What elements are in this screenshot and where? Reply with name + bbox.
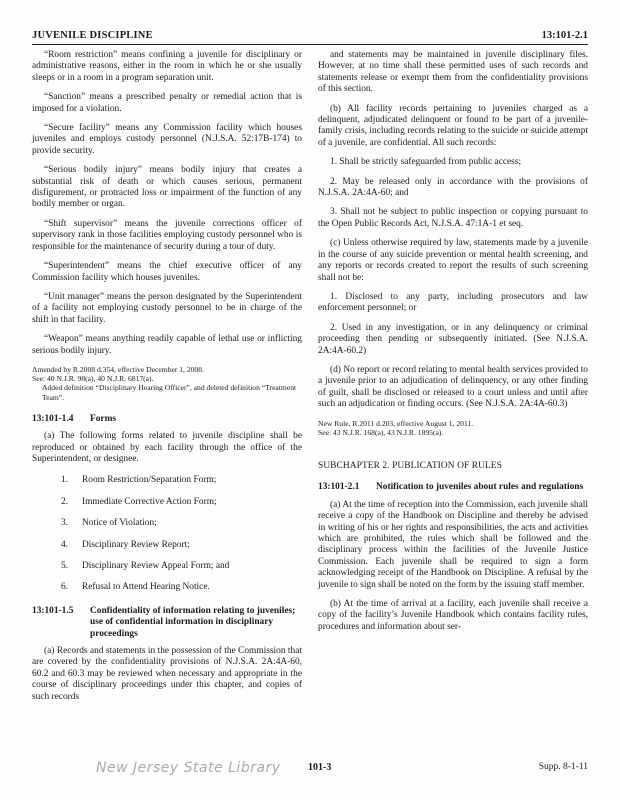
list-item-text: Disciplinary Review Appeal Form; and — [82, 561, 230, 571]
right-column — [318, 50, 588, 641]
forms-intro-paragraph: (a) The following forms related to juvenile discipline shall be reproduced or obtained by each facility through the office of the Superintendent, or designee. — [32, 431, 302, 464]
confidentiality-paragraph-b: (b) All facility records pertaining to juveniles charged as a delinquent, adjudicated delinquent or found to be part of a juvenile-family crisis, including records relating to the suicide or suicide attempt of a juvenile, are confidential. All such records: — [318, 103, 588, 148]
history-note-line: See: 43 N.J.R. 168(a), 43 N.J.R. 1895(a). — [318, 427, 444, 437]
section-title: Forms — [90, 413, 117, 424]
history-note — [318, 419, 588, 437]
library-watermark: New Jersey State Library — [96, 760, 281, 776]
section-number: 13:101-1.5 — [32, 605, 74, 616]
history-note-line: Added definition “Disciplinary Hearing Officer”, and deleted definition “Treatment Team”. — [42, 383, 297, 402]
section-title: Confidentiality of information relating to juveniles; use of confidential information in disciplinary proceedings — [90, 605, 296, 639]
supplement-date: Supp. 8-1-11 — [538, 762, 588, 772]
list-item-text: Refusal to Attend Hearing Notice. — [82, 582, 210, 593]
notification-paragraph-b: (b) At the time of arrival at a facility, each juvenile shall receive a copy of the facility’s Juvenile Handbook which contains facility rules, procedures and information about ser- — [318, 599, 588, 632]
history-note-line: Amended by R.2008 d.354, effective December 1, 2008. — [32, 364, 204, 374]
definition-superintendent: “Superintendent” means the chief executive officer of any Commission facility which houses juveniles. — [32, 261, 302, 283]
history-note — [32, 365, 302, 402]
list-item: 2. May be released only in accordance with the provisions of N.J.S.A. 2A:4A-60; and — [318, 176, 588, 199]
paragraph-b-list — [318, 157, 588, 230]
list-item: 2. Used in any investigation, or in any delinquency or criminal proceeding then pending or subsequently initiated. (See N.J.S.A. 2A:4A-60.2) — [318, 322, 588, 356]
list-item-text: Disciplinary Review Report; — [82, 539, 190, 550]
paragraph-c-list — [318, 292, 588, 357]
list-item — [32, 475, 302, 486]
definition-room-restriction: “Room restriction” means confining a juvenile for disciplinary or administrative reasons, either in the room in which he or she usually sleeps or in a room in a program separation unit. — [32, 50, 302, 83]
list-item — [32, 561, 302, 572]
list-item-text: Immediate Corrective Action Form; — [82, 496, 217, 507]
definition-sanction: “Sanction” means a prescribed penalty or remedial action that is imposed for a violation. — [32, 92, 302, 114]
header-title: JUVENILE DISCIPLINE — [32, 30, 153, 41]
list-item-number: 1. — [60, 475, 68, 486]
list-item-text: Notice of Violation; — [82, 518, 157, 529]
subchapter-heading: SUBCHAPTER 2. PUBLICATION OF RULES — [318, 460, 502, 471]
section-title: Notification to juveniles about rules and regulations — [376, 482, 584, 493]
running-header — [32, 28, 588, 45]
list-item — [32, 518, 302, 529]
history-note-line: New Rule, R.2011 d.203, effective August 1, 2011. — [318, 418, 474, 428]
list-item — [32, 540, 302, 551]
definition-unit-manager: “Unit manager” means the person designated by the Superintendent of a facility not employing custody personnel to be in charge of the shift in that facility. — [32, 291, 302, 325]
list-item: 1. Shall be strictly safeguarded from public access; — [330, 157, 522, 168]
definition-weapon: “Weapon” means anything readily capable of lethal use or inflicting serious bodily injury. — [32, 334, 302, 356]
list-item-number: 3. — [60, 518, 68, 529]
list-item — [32, 497, 302, 508]
page-number: 101-3 — [308, 762, 332, 773]
page-footer — [32, 760, 588, 780]
list-item-number: 6. — [60, 582, 68, 593]
section-heading-forms — [32, 414, 302, 425]
confidentiality-paragraph-d: (d) No report or record relating to mental health services provided to a juvenile prior to an adjudication of delinquency, or any other finding of guilt, shall be disclosed or released to a court unless and until after such an adjudication or finding occurs. (See N.J.S.A. 2A:4A-60.3) — [318, 364, 588, 410]
history-note-line: See: 40 N.J.R. 98(a), 40 N.J.R. 6817(a). — [32, 374, 154, 384]
confidentiality-paragraph-c: (c) Unless otherwise required by law, statements made by a juvenile in the course of any suicide prevention or mental health screening, and any reports or records created to report the results of such screening shall not be: — [318, 238, 588, 283]
section-number: 13:101-1.4 — [32, 413, 74, 424]
section-heading-confidentiality — [32, 606, 302, 640]
left-column — [32, 50, 302, 711]
confidentiality-paragraph-a: (a) Records and statements in the possession of the Commission that are covered by the confidentiality provisions of N.J.S.A. 2A:4A-60, 60.2 and 60.3 may be reviewed when necessary and appropriate in the course of disciplinary proceedings under this chapter, and copies of such records — [32, 646, 302, 702]
notification-paragraph-a: (a) At the time of reception into the Commission, each juvenile shall receive a copy of the Handbook on Discipline and thereby be advised in writing of his or her rights and responsibilities, the acts and activities which are prohibited, the rules which shall be followed and the disciplinary process within the facilities of the Juvenile Justice Commission. Each juvenile shall be required to sign a form acknowledging receipt of the Handbook on Discipline. A refusal by the juvenile to sign shall be noted on the form by the issuing staff member. — [318, 499, 588, 590]
section-number: 13:101-2.1 — [318, 482, 360, 493]
list-item-number: 2. — [60, 496, 68, 507]
list-item: 3. Shall not be subject to public inspection or copying pursuant to the Open Public Records Act, N.J.S.A. 47:1A-1 et seq. — [318, 207, 588, 229]
definition-shift-supervisor: “Shift supervisor” means the juvenile corrections officer of supervisory rank in those facilities employing custody personnel who is responsible for the maintenance of security during a tour of duty. — [32, 218, 302, 252]
confidentiality-paragraph-a-continued: and statements may be maintained in juvenile disciplinary files. However, at no time shall these permitted uses of such records and statements release or exempt them from the confidentiality provisions of this section. — [318, 50, 588, 95]
list-item-text: Room Restriction/Separation Form; — [82, 475, 217, 486]
header-section-number: 13:101-2.1 — [541, 30, 588, 41]
list-item-number: 5. — [60, 561, 68, 571]
section-heading-notification — [318, 482, 588, 493]
list-item — [32, 582, 302, 593]
definition-serious-bodily-injury: “Serious bodily injury” means bodily injury that creates a substantial risk of death or which causes serious, permanent disfigurement, or protracted loss or impairment of the function of any bodily member or organ. — [32, 165, 302, 210]
definition-secure-facility: “Secure facility” means any Commission facility which houses juveniles and employs custody personnel (N.J.S.A. 52:17B-174) to provide security. — [32, 123, 302, 156]
list-item-number: 4. — [60, 539, 68, 550]
forms-list — [32, 475, 302, 593]
list-item: 1. Disclosed to any party, including prosecutors and law enforcement personnel; or — [318, 291, 588, 314]
